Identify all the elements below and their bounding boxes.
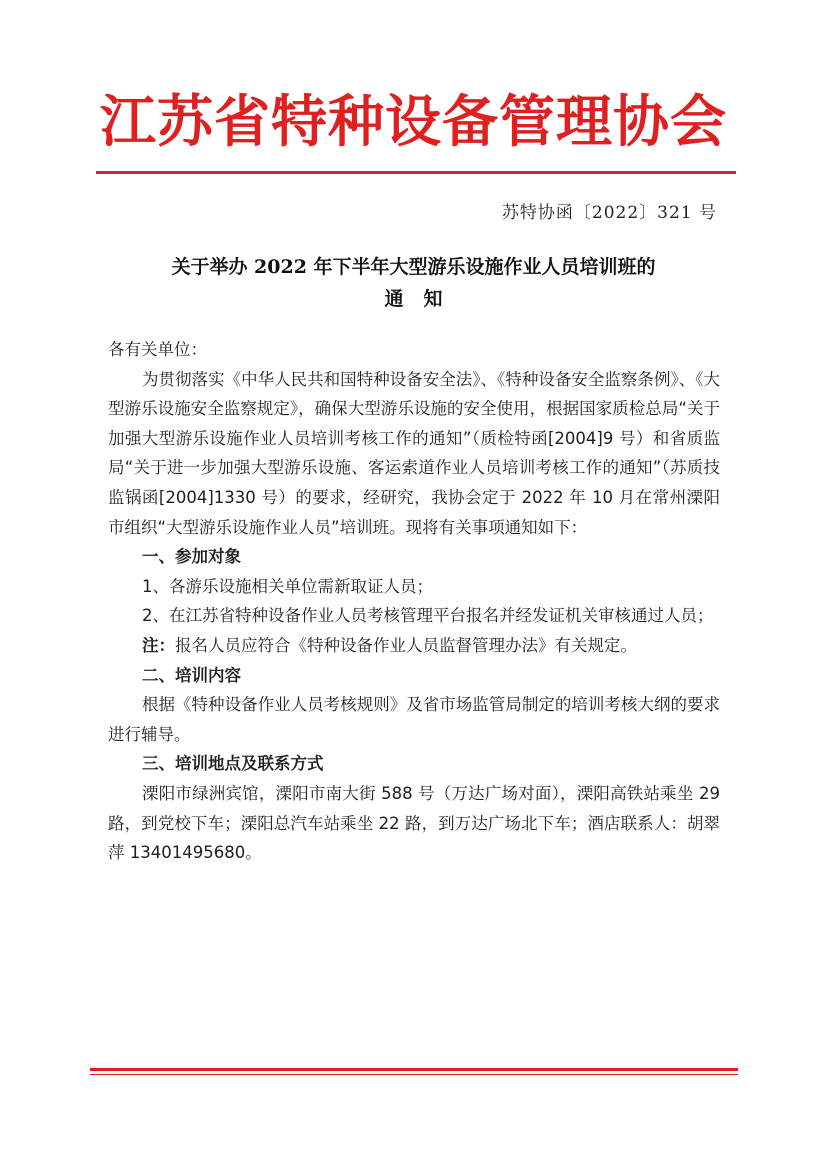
location-paragraph: 溧阳市绿洲宾馆，溧阳市南大街 588 号（万达广场对面），溧阳高铁站乘坐 29 路，到党校下车；溧阳总汽车站乘坐 22 路，到万达广场北下车；酒店联系人：胡翠萍 13401495680。 [108, 783, 720, 863]
header-divider [96, 171, 736, 174]
section-heading-location: 三、培训地点及联系方式 [142, 754, 324, 774]
section-heading-participants: 一、参加对象 [142, 547, 241, 567]
intro-paragraph: 为贯彻落实《中华人民共和国特种设备安全法》、《特种设备安全监察条例》、《大型游乐设施安全监察规定》，确保大型游乐设施的安全使用，根据国家质检总局“关于加强大型游乐设施作业人员培训考核工作的通知”（质检特函[2004]9 号）和省质监局“关于进一步加强大型游乐设施、客运索道作业人员培训考核工作的通知”（苏质技监锅函[2004]1330 号）的要求，经研究，我协会定于 2022 年 10 月在常州溧阳市组织“大型游乐设施作业人员”培训班。现将有关事项通知如下： [108, 369, 720, 537]
footer-divider-thin [90, 1074, 738, 1075]
document-number: 苏特协函〔2022〕321 号 [501, 203, 717, 223]
note-label: 注： [142, 635, 175, 655]
notice-title-line1: 关于举办 2022 年下半年大型游乐设施作业人员培训班的 [171, 256, 656, 278]
training-content-paragraph: 根据《特种设备作业人员考核规则》及省市场监管局制定的培训考核大纲的要求进行辅导。 [108, 695, 720, 744]
participant-item-2: 2、在江苏省特种设备作业人员考核管理平台报名并经发证机关审核通过人员； [142, 606, 714, 626]
organization-masthead: 江苏省特种设备管理协会 [100, 90, 727, 155]
participant-note [108, 631, 720, 661]
salutation: 各有关单位： [108, 340, 207, 359]
section-heading-content: 二、培训内容 [142, 665, 241, 685]
footer-divider-thick [90, 1068, 738, 1071]
note-text: 报名人员应符合《特种设备作业人员监督管理办法》有关规定。 [175, 635, 637, 655]
participant-item-1: 1、各游乐设施相关单位需新取证人员； [142, 576, 433, 596]
notice-body [108, 335, 720, 868]
notice-title-line2: 通知 [384, 288, 463, 310]
